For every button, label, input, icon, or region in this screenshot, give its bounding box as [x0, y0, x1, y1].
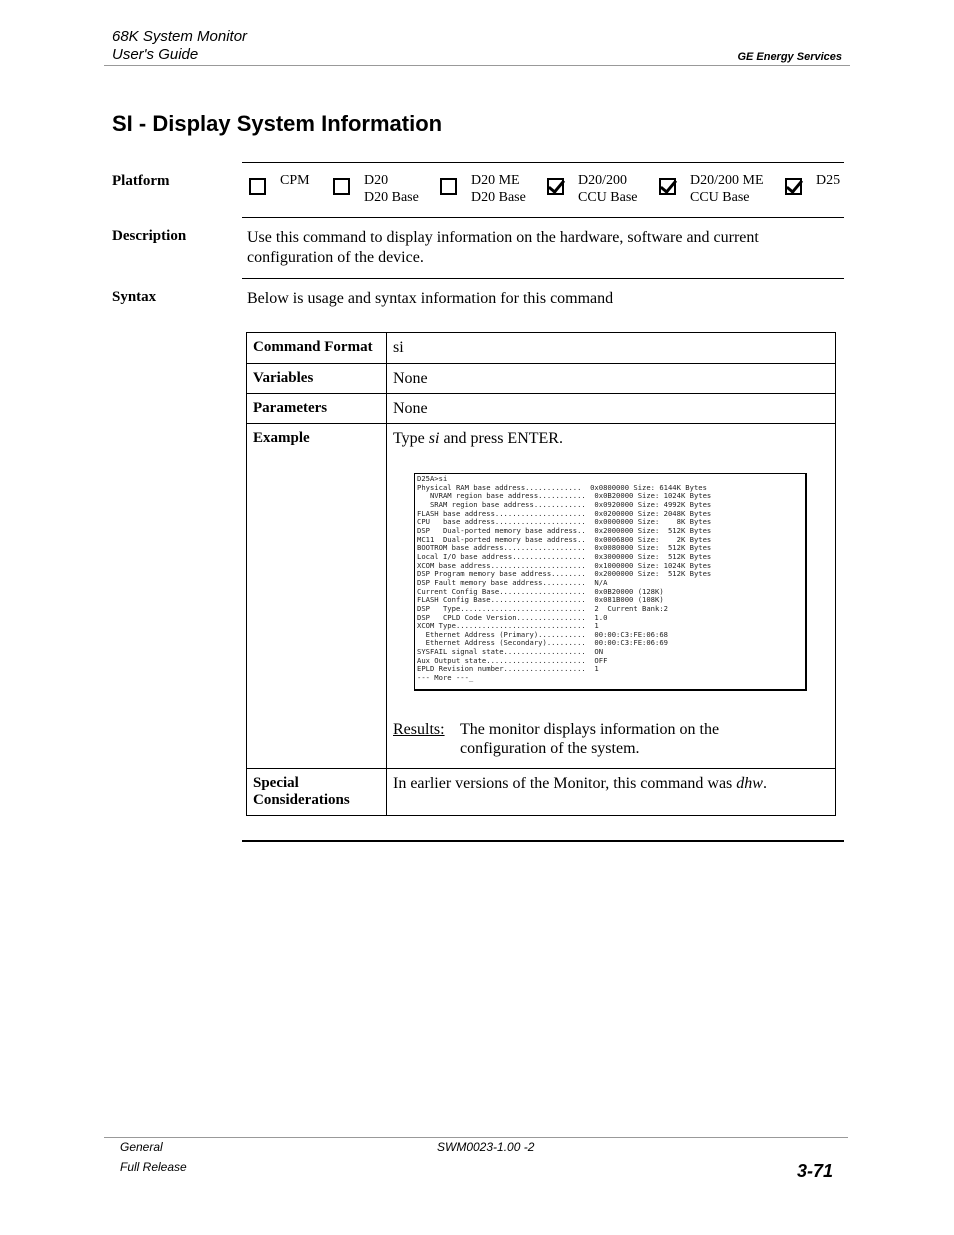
- parameters-label: Parameters: [247, 394, 387, 424]
- description-label: Description: [112, 228, 187, 244]
- platform-label: Platform: [112, 173, 170, 189]
- platform-checkbox-cpm: [249, 178, 266, 195]
- document-title: 68K System Monitor: [112, 28, 248, 45]
- example-instruction: [393, 430, 829, 448]
- special-command: dhw: [736, 775, 763, 792]
- syntax-text: Below is usage and syntax information for this command: [247, 290, 614, 307]
- command-format-label: Command Format: [247, 333, 387, 364]
- example-period: .: [558, 430, 563, 447]
- special-considerations-label: [247, 769, 387, 816]
- header-divider: [104, 65, 850, 66]
- terminal-line: D25A>si: [417, 474, 448, 483]
- parameters-value: None: [387, 394, 836, 424]
- terminal-line: FLASH Config Base...................... 0x081B000 (108K): [417, 595, 664, 605]
- terminal-line: Ethernet Address (Primary)........... 00:00:C3:FE:06:68: [417, 629, 668, 639]
- platform-item-d20-200-me: [659, 172, 764, 206]
- platform-item-label: D20: [364, 173, 389, 188]
- table-row: [247, 333, 836, 364]
- special-label-line: Special: [253, 775, 299, 791]
- example-command: si: [428, 430, 440, 447]
- terminal-line: NVRAM region base address........... 0x0B20000 Size: 1024K Bytes: [417, 491, 712, 501]
- results-text: The monitor displays information on the configuration of the system.: [460, 721, 720, 757]
- platform-item-label: CPM: [280, 173, 310, 188]
- table-row: [247, 769, 836, 816]
- section-end-rule: [242, 840, 844, 842]
- terminal-screenshot: [414, 473, 807, 691]
- footer-doc-number: SWM0023-1.00 -2: [437, 1140, 535, 1154]
- platform-item-d25: [785, 172, 840, 195]
- company-name: GE Energy Services: [737, 51, 842, 63]
- platform-checkbox-d20-200-me: [659, 178, 676, 195]
- terminal-line: Ethernet Address (Secondary)......... 00:00:C3:FE:06:69: [417, 638, 668, 648]
- platform-item-d20: [333, 172, 419, 206]
- results-label: Results:: [393, 721, 445, 738]
- example-key: ENTER: [507, 430, 559, 447]
- table-row: [247, 364, 836, 394]
- table-row: [247, 424, 836, 769]
- terminal-line: SRAM region base address............ 0x0920000 Size: 4992K Bytes: [417, 499, 712, 509]
- command-table: [246, 332, 836, 816]
- platform-item-d20-200: [547, 172, 638, 206]
- terminal-line: Physical RAM base address............. 0x0800000 Size: 6144K Bytes: [417, 482, 707, 492]
- terminal-line: BOOTROM base address................... 0x0080000 Size: 512K Bytes: [417, 543, 712, 553]
- platform-checkbox-d25: [785, 178, 802, 195]
- terminal-line: Aux Output state....................... OFF: [417, 655, 608, 665]
- footer-divider: [104, 1137, 848, 1138]
- variables-value: None: [387, 364, 836, 394]
- example-type-word: Type: [393, 430, 425, 447]
- special-label-line: Considerations: [253, 792, 350, 808]
- terminal-line: Local I/O base address................. 0x3000000 Size: 512K Bytes: [417, 551, 712, 561]
- command-format-value: si: [387, 333, 836, 364]
- terminal-line: XCOM base address...................... 0x1000000 Size: 1024K Bytes: [417, 560, 712, 570]
- platform-item-label: D25: [816, 173, 841, 188]
- platform-item-sublabel: CCU Base: [578, 190, 638, 205]
- platform-checkbox-d20: [333, 178, 350, 195]
- special-period: .: [762, 775, 767, 792]
- terminal-line: CPU base address..................... 0x0000000 Size: 8K Bytes: [417, 517, 712, 527]
- special-text: In earlier versions of the Monitor, this command was: [393, 775, 733, 792]
- terminal-line: XCOM Type.............................. 1: [417, 621, 599, 631]
- section-title: SI - Display System Information: [112, 111, 443, 136]
- platform-top-rule: [242, 162, 844, 163]
- platform-item-sublabel: D20 Base: [364, 190, 419, 205]
- description-bottom-rule: [242, 278, 844, 279]
- description-text: Use this command to display information on the hardware, software and current configuration of the device.: [247, 229, 759, 266]
- platform-item-label: D20 ME: [471, 173, 520, 188]
- terminal-line: MC11 Dual-ported memory base address.. 0x0006800 Size: 2K Bytes: [417, 534, 712, 544]
- footer-left-line1: General: [120, 1140, 163, 1154]
- results-block: [393, 720, 829, 758]
- platform-item-label: D20/200 ME: [690, 173, 764, 188]
- page-number: 3-71: [797, 1161, 834, 1181]
- platform-item-sublabel: CCU Base: [690, 190, 750, 205]
- terminal-line: Current Config Base.................... 0x0B20000 (128K): [417, 586, 664, 596]
- platform-checkbox-d20-me: [440, 178, 457, 195]
- terminal-line: DSP Program memory base address........ 0x2000000 Size: 512K Bytes: [417, 569, 712, 579]
- terminal-line: DSP Type............................. 2 Current Bank:2: [417, 603, 668, 613]
- platform-item-d20-me: [440, 172, 526, 206]
- terminal-line: FLASH base address..................... 0x0200000 Size: 2048K Bytes: [417, 508, 712, 518]
- platform-item-label: D20/200: [578, 173, 627, 188]
- terminal-line: EPLD Revision number................... 1: [417, 664, 599, 674]
- document-title-block: [112, 28, 247, 64]
- syntax-label: Syntax: [112, 289, 157, 305]
- platform-bottom-rule: [242, 217, 844, 218]
- special-considerations-value: [387, 769, 836, 816]
- platform-checkbox-d20-200: [547, 178, 564, 195]
- terminal-line: DSP CPLD Code Version................ 1.0: [417, 612, 608, 622]
- platform-item-cpm: [249, 172, 310, 195]
- variables-label: Variables: [247, 364, 387, 394]
- example-label: Example: [247, 424, 387, 769]
- platform-item-sublabel: D20 Base: [471, 190, 526, 205]
- footer-left-line2: Full Release: [120, 1160, 187, 1174]
- example-cell: [387, 424, 836, 769]
- document-subtitle: User's Guide: [112, 46, 199, 63]
- terminal-line: DSP Fault memory base address.......... N/A: [417, 577, 608, 587]
- terminal-line: --- More ---_: [417, 673, 474, 683]
- example-and-press: and press: [443, 430, 504, 447]
- table-row: [247, 394, 836, 424]
- terminal-line: DSP Dual-ported memory base address.. 0x2000000 Size: 512K Bytes: [417, 525, 712, 535]
- terminal-line: SYSFAIL signal state................... ON: [417, 647, 604, 657]
